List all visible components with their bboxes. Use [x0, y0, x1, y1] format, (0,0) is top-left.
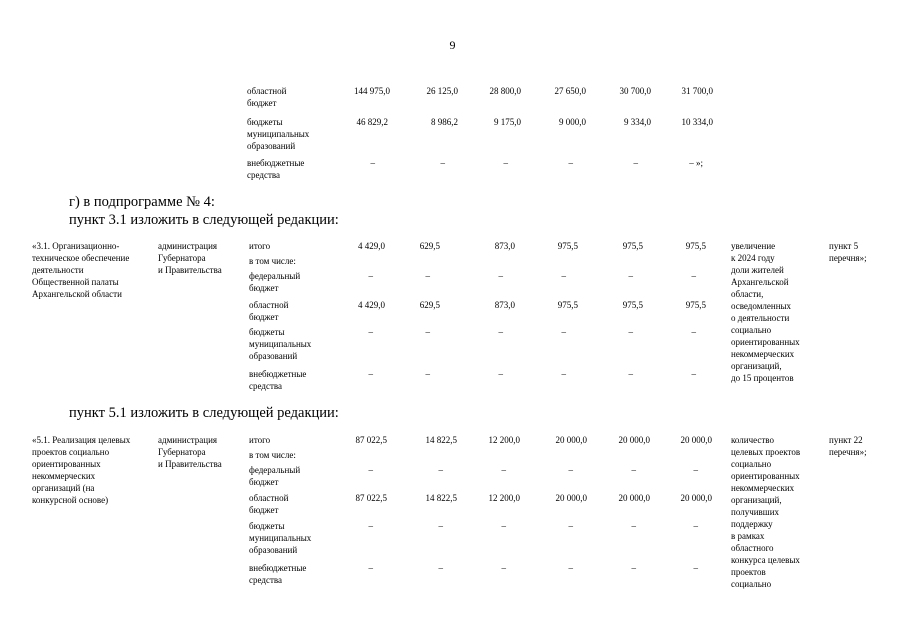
cell-value: – [568, 563, 573, 573]
cell-value: – [438, 465, 443, 475]
cell-value: 14 822,5 [425, 493, 457, 503]
measure-result: увеличение к 2024 году доли жителей Архангельской области, осведомленных о деятельности социально ориентированных некоммерческих организаций, до 15 процентов [731, 241, 800, 383]
cell-value: – [628, 327, 633, 337]
heading-item-5-1: пункт 5.1 изложить в следующей редакции: [69, 405, 339, 421]
cell-value: – [368, 563, 373, 573]
row-label: областной бюджет [247, 86, 287, 108]
cell-value: – [691, 271, 696, 281]
cell-value: 20 000,0 [680, 435, 712, 445]
measure-reference: пункт 22 перечня»; [829, 435, 867, 457]
cell-value: 87 022,5 [355, 493, 387, 503]
row-label: федеральный бюджет [249, 271, 301, 293]
row-label: федеральный бюджет [249, 465, 301, 487]
cell-value: – [628, 369, 633, 379]
row-label: итого [249, 435, 271, 445]
cell-value: – [561, 369, 566, 379]
row-label: итого [249, 241, 271, 251]
cell-value: – [693, 563, 698, 573]
cell-value: – [693, 465, 698, 475]
cell-value: 27 650,0 [554, 86, 586, 96]
cell-value: – [370, 158, 375, 168]
row-label: областной бюджет [249, 300, 289, 322]
cell-value: 4 429,0 [358, 300, 385, 310]
cell-value: – [631, 521, 636, 531]
cell-value: 8 986,2 [431, 117, 458, 127]
cell-value: 20 000,0 [680, 493, 712, 503]
measure-executor: администрация Губернатора и Правительства [158, 241, 222, 275]
cell-value: – [633, 158, 638, 168]
cell-value: – [498, 271, 503, 281]
cell-value: – [501, 521, 506, 531]
cell-value: – [425, 327, 430, 337]
cell-value: 20 000,0 [555, 435, 587, 445]
cell-value: – [368, 521, 373, 531]
cell-value: – [691, 369, 696, 379]
page-number: 9 [449, 38, 456, 52]
cell-value: – [568, 521, 573, 531]
cell-value: – [498, 327, 503, 337]
cell-value: – »; [689, 158, 703, 168]
cell-value: 975,5 [622, 241, 643, 251]
cell-value: – [628, 271, 633, 281]
cell-value: – [503, 158, 508, 168]
cell-value: 975,5 [557, 241, 578, 251]
measure-result: количество целевых проектов социально ориентированных некоммерческих организаций, получивших поддержку в рамках областного конкурса целевых проектов социально [731, 435, 801, 589]
row-label: бюджеты муниципальных образований [247, 117, 310, 151]
cell-value: 144 975,0 [354, 86, 390, 96]
cell-value: 9 334,0 [624, 117, 651, 127]
row-label: в том числе: [249, 256, 296, 266]
cell-value: 14 822,5 [425, 435, 457, 445]
cell-value: – [501, 465, 506, 475]
row-label: областной бюджет [249, 493, 289, 515]
cell-value: 30 700,0 [619, 86, 651, 96]
row-label: бюджеты муниципальных образований [249, 521, 312, 555]
row-label: внебюджетные средства [247, 158, 305, 180]
cell-value: 28 800,0 [489, 86, 521, 96]
measure-executor: администрация Губернатора и Правительства [158, 435, 222, 469]
cell-value: – [631, 563, 636, 573]
heading-item-3-1: пункт 3.1 изложить в следующей редакции: [69, 212, 339, 228]
cell-value: 12 200,0 [488, 435, 520, 445]
cell-value: 20 000,0 [618, 493, 650, 503]
cell-value: 629,5 [419, 300, 440, 310]
cell-value: 9 000,0 [559, 117, 586, 127]
cell-value: 629,5 [419, 241, 440, 251]
cell-value: 20 000,0 [555, 493, 587, 503]
cell-value: – [561, 327, 566, 337]
row-label: в том числе: [249, 450, 296, 460]
cell-value: – [568, 158, 573, 168]
cell-value: – [693, 521, 698, 531]
heading-subprogram: г) в подпрограмме № 4: [69, 194, 215, 210]
cell-value: 9 175,0 [494, 117, 521, 127]
measure-name: «3.1. Организационно- техническое обеспечение деятельности Общественной палаты Архангельской области [32, 241, 130, 299]
cell-value: 4 429,0 [358, 241, 385, 251]
measure-name: «5.1. Реализация целевых проектов социально ориентированных некоммерческих организаций (на конкурсной основе) [32, 435, 131, 505]
cell-value: – [561, 271, 566, 281]
measure-reference: пункт 5 перечня»; [829, 241, 867, 263]
cell-value: – [368, 327, 373, 337]
cell-value: – [368, 465, 373, 475]
cell-value: – [498, 369, 503, 379]
cell-value: – [438, 521, 443, 531]
cell-value: 12 200,0 [488, 493, 520, 503]
cell-value: 975,5 [685, 241, 706, 251]
cell-value: 975,5 [622, 300, 643, 310]
row-label: внебюджетные средства [249, 369, 307, 391]
cell-value: – [368, 271, 373, 281]
cell-value: – [440, 158, 445, 168]
cell-value: – [691, 327, 696, 337]
cell-value: 975,5 [557, 300, 578, 310]
cell-value: – [631, 465, 636, 475]
cell-value: – [368, 369, 373, 379]
cell-value: – [501, 563, 506, 573]
cell-value: – [425, 369, 430, 379]
cell-value: – [438, 563, 443, 573]
cell-value: 873,0 [494, 300, 515, 310]
cell-value: 46 829,2 [356, 117, 388, 127]
row-label: внебюджетные средства [249, 563, 307, 585]
cell-value: 10 334,0 [681, 117, 713, 127]
cell-value: 975,5 [685, 300, 706, 310]
cell-value: 87 022,5 [355, 435, 387, 445]
cell-value: 26 125,0 [426, 86, 458, 96]
cell-value: 873,0 [494, 241, 515, 251]
cell-value: 20 000,0 [618, 435, 650, 445]
row-label: бюджеты муниципальных образований [249, 327, 312, 361]
cell-value: – [568, 465, 573, 475]
cell-value: – [425, 271, 430, 281]
cell-value: 31 700,0 [681, 86, 713, 96]
